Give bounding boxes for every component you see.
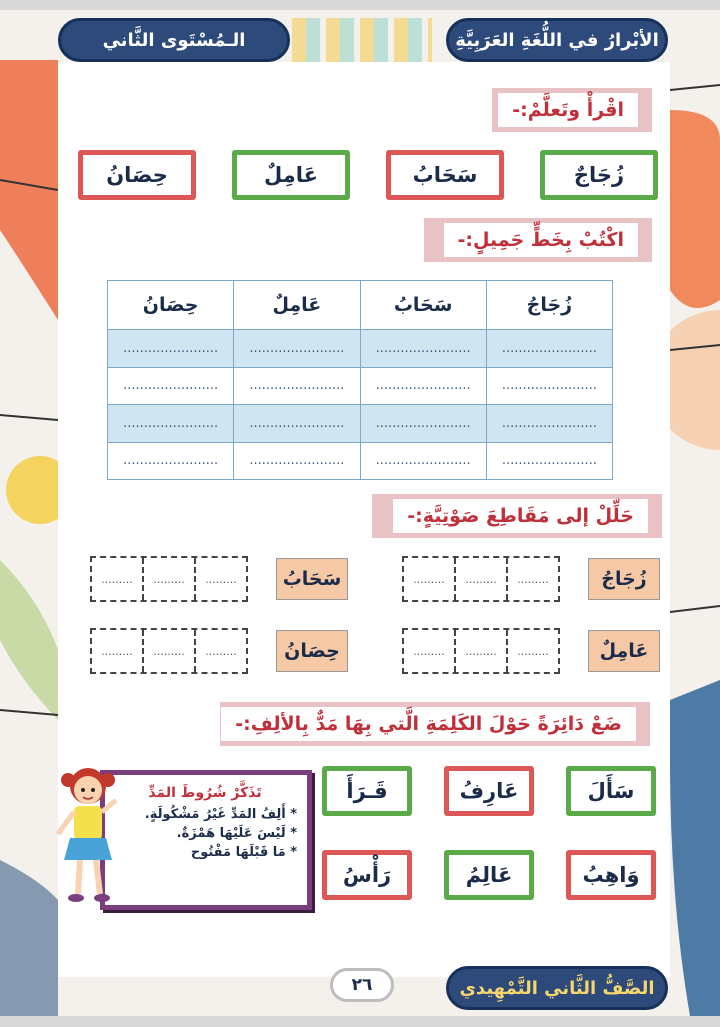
analyze-word-4 [276, 630, 348, 672]
read-word-1 [540, 150, 658, 200]
page-number-text: ٢٦ [351, 975, 373, 995]
section1-title-box [492, 88, 652, 132]
writing-cell[interactable]: ....................... [360, 442, 486, 480]
writing-cell[interactable]: ....................... [486, 405, 612, 443]
circle-word-4[interactable] [566, 850, 656, 900]
page-number [330, 968, 394, 1002]
analyze-word-2 [276, 558, 348, 600]
circle-word-3[interactable] [322, 766, 412, 816]
writing-cell[interactable]: ....................... [234, 442, 360, 480]
reminder-item-1: * أَلِفُ المَدِّ غَيْرُ مَشْكُولَةٍ. [144, 807, 297, 822]
syllable-slot[interactable]: ......... [142, 558, 194, 600]
analyze-word-1 [588, 558, 660, 600]
col-header-2: سَحَابُ [360, 281, 486, 330]
writing-cell[interactable]: ....................... [360, 367, 486, 405]
read-word-3 [232, 150, 350, 200]
reminder-box [100, 770, 312, 910]
syllable-slot[interactable]: ......... [506, 558, 558, 600]
writing-cell[interactable]: ....................... [360, 405, 486, 443]
section3-title: حَلِّلْ إلى مَقَاطِعَ صَوْتِيَّةٍ:- [393, 499, 648, 533]
syllable-slot[interactable]: ......... [413, 572, 445, 586]
writing-cell[interactable]: ....................... [486, 330, 612, 368]
syllable-slot[interactable]: ......... [506, 630, 558, 672]
read-word-2 [386, 150, 504, 200]
read-word-4 [78, 150, 196, 200]
col-header-4: حِصَانُ [108, 281, 234, 330]
bottom-border [0, 1016, 720, 1027]
read-word-3-text: عَامِلٌ [264, 163, 318, 187]
writing-cell[interactable]: ....................... [486, 367, 612, 405]
circle-word-4-text: وَاهِبُ [582, 863, 640, 887]
circle-word-6-text: رَأْسُ [342, 863, 392, 887]
circle-word-1[interactable] [566, 766, 656, 816]
section2-title-box [424, 218, 652, 262]
section2-title: اكْتُبْ بِخَطٍّ جَمِيلٍ:- [444, 223, 638, 257]
grade-banner [446, 966, 668, 1010]
girl-illustration-icon [54, 760, 120, 908]
syllable-slot[interactable]: ......... [454, 630, 506, 672]
book-title-banner [446, 18, 668, 62]
writing-cell[interactable]: ....................... [108, 330, 234, 368]
syllable-slot[interactable]: ......... [142, 630, 194, 672]
writing-cell[interactable]: ....................... [108, 405, 234, 443]
grade-title: الصَّفُّ الثَّاني التَّمْهِيدي [459, 977, 655, 999]
writing-cell[interactable]: ....................... [108, 367, 234, 405]
circle-word-3-text: قَـرَأَ [346, 779, 388, 803]
read-word-1-text: زُجَاجٌ [573, 163, 625, 187]
table-row [108, 405, 613, 443]
read-word-2-text: سَحَابُ [412, 163, 478, 187]
writing-cell[interactable]: ....................... [108, 442, 234, 480]
reminder-item-3: * مَا قَبْلَهَا مَفْتُوح [190, 845, 297, 860]
read-word-4-text: حِصَانُ [106, 163, 168, 187]
analyze-word-3-text: عَامِلٌ [599, 640, 649, 662]
syllable-slot[interactable]: ......... [101, 572, 133, 586]
writing-table [107, 280, 613, 480]
syllable-boxes-4 [90, 628, 248, 674]
syllable-slot[interactable]: ......... [413, 644, 445, 658]
section4-title-box [220, 702, 650, 746]
section1-title: اقْرأْ وتَعلَّمْ:- [498, 93, 638, 127]
syllable-boxes-2 [90, 556, 248, 602]
table-row [108, 367, 613, 405]
writing-cell[interactable]: ....................... [234, 330, 360, 368]
syllable-slot[interactable]: ......... [194, 558, 246, 600]
book-title: الأبْرارُ في اللُّغَةِ العَرَبِيَّةِ [455, 29, 659, 51]
table-row [108, 330, 613, 368]
syllable-slot[interactable]: ......... [194, 630, 246, 672]
analyze-word-2-text: سَحَابُ [282, 568, 342, 590]
reminder-item-2: * لَيْسَ عَلَيْهَا هَمْزَةٌ. [176, 826, 297, 841]
section4-title: ضَعْ دَائِرَةً حَوْلَ الكَلِمَةِ الَّتي بِهَا مَدٌّ بِالألِفِ:- [221, 707, 636, 741]
syllable-slot[interactable]: ......... [101, 644, 133, 658]
circle-word-5[interactable] [444, 850, 534, 900]
section3-title-box [372, 494, 662, 538]
writing-cell[interactable]: ....................... [360, 330, 486, 368]
col-header-1: زُجَاجُ [486, 281, 612, 330]
syllable-slot[interactable]: ......... [454, 558, 506, 600]
level-banner [58, 18, 290, 62]
circle-word-6[interactable] [322, 850, 412, 900]
level-title: الـمُسْتَوى الثَّاني [102, 29, 246, 51]
header-stripes [292, 18, 432, 62]
reminder-title: تَذَكَّرْ شُرُوطَ المَدِّ [148, 785, 262, 801]
circle-word-2[interactable] [444, 766, 534, 816]
analyze-word-3 [588, 630, 660, 672]
analyze-word-4-text: حِصَانُ [284, 640, 340, 662]
analyze-word-1-text: زُجَاجُ [601, 568, 647, 590]
col-header-3: عَامِلٌ [234, 281, 360, 330]
table-row [108, 442, 613, 480]
writing-cell[interactable]: ....................... [486, 442, 612, 480]
circle-word-1-text: سَأَلَ [587, 779, 635, 803]
writing-cell[interactable]: ....................... [234, 405, 360, 443]
writing-cell[interactable]: ....................... [234, 367, 360, 405]
syllable-boxes-1 [402, 556, 560, 602]
circle-word-5-text: عَالِمُ [465, 863, 513, 887]
syllable-boxes-3 [402, 628, 560, 674]
circle-word-2-text: عَارِفُ [459, 779, 519, 803]
writing-table-header [108, 281, 613, 330]
